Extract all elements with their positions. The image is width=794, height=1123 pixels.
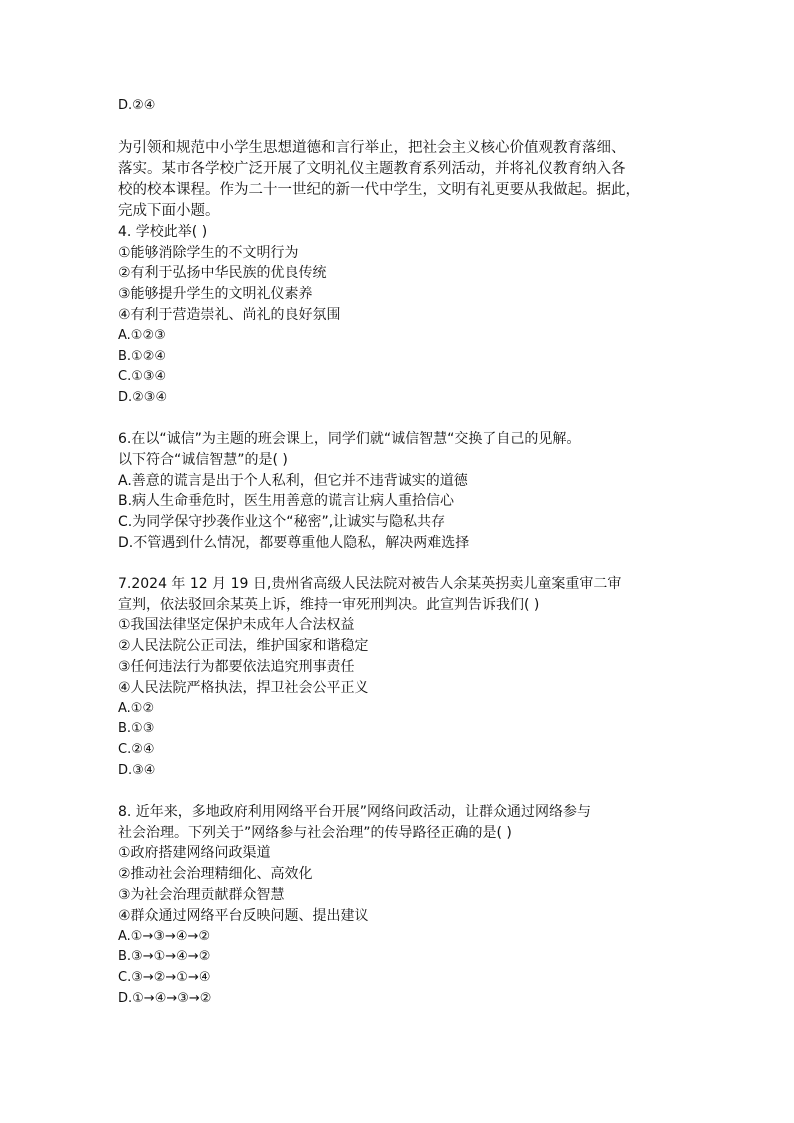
- option-a: A.善意的谎言是出于个人私利，但它并不违背诚实的道德: [118, 472, 468, 489]
- option-d: D.不管遇到什么情况，都要尊重他人隐私，解决两难选择: [118, 534, 470, 551]
- statement-1: ①政府搭建网络问政渠道: [118, 845, 271, 862]
- option-d: D.③④: [118, 762, 156, 778]
- intro-line: 为引领和规范中小学生思想道德和言行举止，把社会主义核心价值观教育落细、: [118, 139, 626, 156]
- document-content: [118, 96, 698, 1010]
- intro-line: 校的校本课程。作为二十一世纪的新一代中学生，文明有礼更要从我做起。据此，: [118, 181, 640, 198]
- option-c: C.为同学保守抄袭作业这个“秘密”,让诚实与隐私共存: [118, 514, 446, 531]
- question-7: [118, 574, 698, 782]
- option-a: A.①②③: [118, 327, 166, 343]
- statement-2: ②有利于弘扬中华民族的优良传统: [118, 265, 327, 282]
- question-stem: 以下符合“诚信智慧”的是( ): [118, 451, 288, 468]
- option-d: D.①→④→③→②: [118, 990, 212, 1006]
- question-stem: 社会治理。下列关于”网络参与社会治理”的传导路径正确的是( ): [118, 824, 512, 841]
- statement-1: ①能够消除学生的不文明行为: [118, 244, 299, 261]
- option-c: C.①③④: [118, 369, 167, 385]
- statement-2: ②人民法院公正司法，维护国家和谐稳定: [118, 638, 369, 655]
- statement-4: ④群众通过网络平台反映问题、提出建议: [118, 907, 369, 924]
- statement-2: ②推动社会治理精细化、高效化: [118, 866, 313, 883]
- intro-line: 完成下面小题。: [118, 202, 220, 219]
- statement-4: ④有利于营造崇礼、尚礼的良好氛围: [118, 306, 341, 323]
- option-b: B.③→①→④→②: [118, 949, 211, 965]
- question-stem: 4. 学校此举( ): [118, 223, 208, 240]
- question-8: [118, 802, 698, 1010]
- option-b: B.①②④: [118, 348, 167, 364]
- option-c: C.②④: [118, 742, 155, 758]
- statement-4: ④人民法院严格执法，捍卫社会公平正义: [118, 679, 369, 696]
- question-stem: 6.在以“诚信”为主题的班会课上，同学们就“诚信智慧“交换了自己的见解。: [118, 430, 581, 447]
- option-c: C.③→②→①→④: [118, 970, 211, 986]
- option-a: A.①②: [118, 700, 155, 716]
- question-stem: 7.2024 年 12 月 19 日,贵州省高级人民法院对被告人余某英拐卖儿童案重审二审: [118, 575, 622, 592]
- statement-3: ③任何违法行为都要依法追究刑事责任: [118, 658, 355, 675]
- option-d: D.②③④: [118, 390, 168, 406]
- question-stem: 8. 近年来，多地政府利用网络平台开展”网络问政活动，让群众通过网络参与: [118, 803, 592, 820]
- statement-3: ③为社会治理贡献群众智慧: [118, 886, 285, 903]
- question-4: [118, 222, 698, 409]
- intro-line: 落实。某市各学校广泛开展了文明礼仪主题教育系列活动，并将礼仪教育纳入各: [118, 160, 626, 177]
- statement-3: ③能够提升学生的文明礼仪素养: [118, 286, 313, 303]
- option-b: B.病人生命垂危时，医生用善意的谎言让病人重拾信心: [118, 493, 455, 510]
- question-6: [118, 429, 698, 554]
- intro-paragraph: [118, 138, 698, 222]
- previous-answer-line: D.②④: [118, 98, 156, 113]
- question-stem: 宣判，依法驳回余某英上诉，维持一审死刑判决。此宣判告诉我们( ): [118, 596, 540, 613]
- statement-1: ①我国法律坚定保护未成年人合法权益: [118, 617, 355, 634]
- option-b: B.①③: [118, 721, 155, 737]
- option-a: A.①→③→④→②: [118, 928, 211, 944]
